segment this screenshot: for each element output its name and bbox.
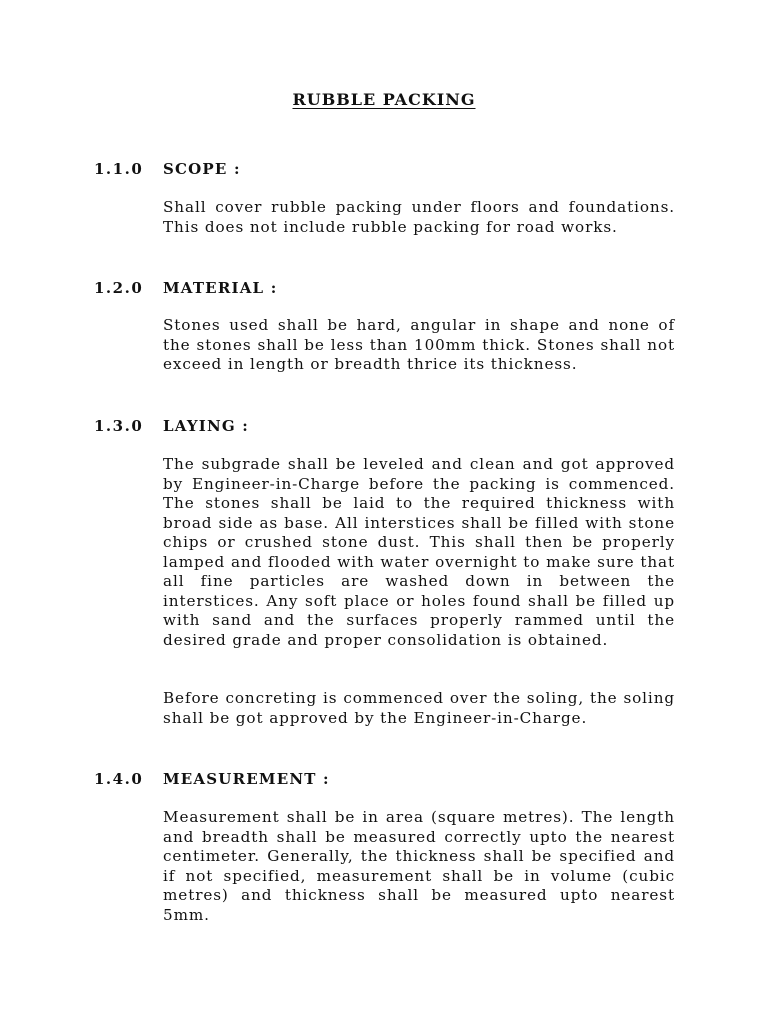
section-heading-measurement: MEASUREMENT :: [163, 770, 330, 788]
section-number-measurement: 1.4.0: [94, 770, 144, 788]
section-heading-laying: LAYING :: [163, 417, 250, 435]
section-heading-material: MATERIAL :: [163, 279, 278, 297]
scope-paragraph: Shall cover rubble packing under floors and foundations. This does not include rubble packing for road works.: [163, 198, 675, 236]
section-number-material: 1.2.0: [94, 279, 144, 297]
document-title: RUBBLE PACKING: [292, 90, 476, 109]
laying-paragraph-2: Before concreting is commenced over the soling, the soling shall be got approved by the Engineer-in-Charge.: [163, 689, 675, 727]
section-number-scope: 1.1.0: [94, 160, 144, 178]
material-paragraph: Stones used shall be hard, angular in shape and none of the stones shall be less than 100mm thick. Stones shall not exceed in length or breadth thrice its thickness.: [163, 316, 675, 373]
section-number-laying: 1.3.0: [94, 417, 144, 435]
section-heading-scope: SCOPE :: [163, 160, 241, 178]
laying-paragraph-1: The subgrade shall be leveled and clean and got approved by Engineer-in-Charge before the packing is commenced. The stones shall be laid to the required thickness with broad side as base. All interstices shall be filled with stone chips or crushed stone dust. This shall then be properly lamped and flooded with water overnight to make sure that all fine particles are washed down in between the interstices. Any soft place or holes found shall be filled up with sand and the surfaces properly rammed until the desired grade and proper consolidation is obtained.: [163, 455, 675, 649]
measurement-paragraph: Measurement shall be in area (square metres). The length and breadth shall be measured correctly upto the nearest centimeter. Generally, the thickness shall be specified and if not specified, measurement shall be in volume (cubic metres) and thickness shall be measured upto nearest 5mm.: [163, 808, 675, 924]
